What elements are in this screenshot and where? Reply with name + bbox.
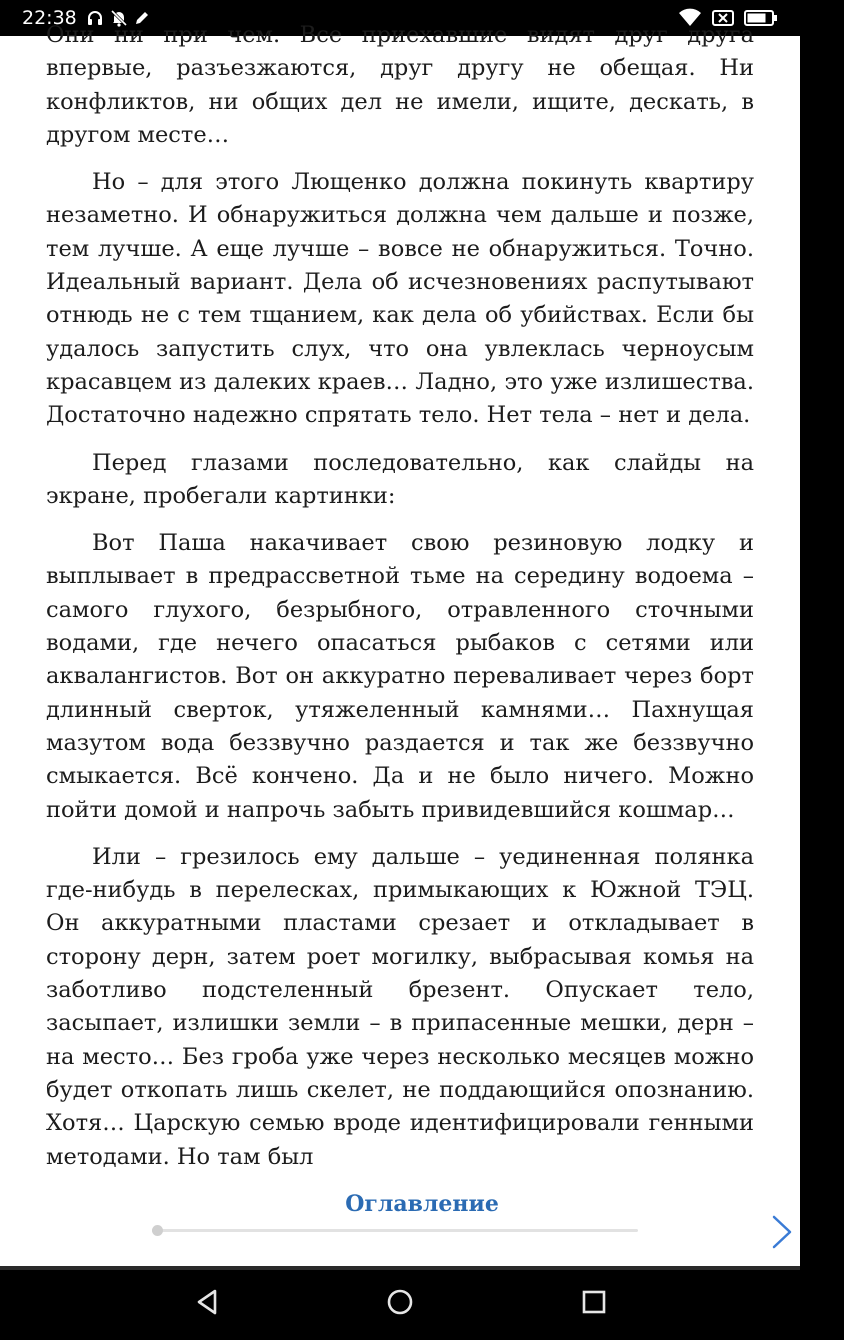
home-icon	[386, 1288, 414, 1320]
book-paragraph: Они ни при чем. Все приехавшие видят друг друга впервые, разъезжаются, друг другу не обещая. Ни конфликтов, ни общих дел не имели, ищите, дескать, в другом месте…	[46, 22, 754, 148]
back-icon	[194, 1288, 220, 1320]
table-of-contents-link[interactable]: Оглавление	[345, 1191, 499, 1217]
book-paragraph: Или – грезилось ему дальше – уединенная полянка где-нибудь в перелесках, примыкающих к Южной ТЭЦ. Он аккуратными пластами срезает и откладывает в сторону дерн, затем роет могилку, выбрасывая комья на заботливо подстеленный брезент. Опускает тело, засыпает, излишки земли – в припасенные мешки, дерн – на место… Без гроба уже через несколько месяцев можно будет откопать лишь скелет, не поддающийся опознанию. Хотя… Царскую семью вроде идентифицировали генными методами. Но там был	[46, 843, 754, 1170]
navigation-bar	[0, 1266, 800, 1340]
reading-progress-slider[interactable]	[152, 1229, 638, 1232]
chevron-right-icon	[766, 1237, 800, 1256]
reader-page[interactable]	[0, 22, 800, 1266]
book-text	[46, 22, 754, 1178]
back-button[interactable]	[183, 1282, 231, 1326]
book-paragraph: Но – для этого Лющенко должна покинуть квартиру незаметно. И обнаружиться должна чем дальше и позже, тем лучше. А еще лучше – вовсе не обнаружиться. Точно. Идеальный вариант. Дела об исчезновениях распутывают отнюдь не с тем тщанием, как дела об убийствах. Если бы удалось запустить слух, что она увлеклась черноусым красавцем из далеких краев… Ладно, это уже излишества. Достаточно надежно спрятать тело. Нет тела – нет и дела.	[46, 169, 754, 429]
book-paragraph: Перед глазами последовательно, как слайды на экране, пробегали картинки:	[46, 449, 754, 509]
book-text-flow	[46, 19, 754, 1188]
next-page-button[interactable]	[766, 1212, 800, 1252]
home-button[interactable]	[376, 1282, 424, 1326]
status-time: 22:38	[22, 7, 77, 29]
reading-progress-thumb[interactable]	[152, 1225, 163, 1236]
recents-button[interactable]	[570, 1282, 618, 1326]
recents-icon	[581, 1289, 607, 1319]
navigation-divider	[0, 1266, 800, 1270]
book-paragraph: Вот Паша накачивает свою резиновую лодку и выплывает в предрассветной тьме на середину водоема – самого глухого, безрыбного, отравленного сточными водами, где нечего опасаться рыбаков с сетями или аквалангистов. Вот он аккуратно переваливает через борт длинный сверток, утяжеленный камнями… Пахнущая мазутом вода беззвучно раздается и так же беззвучно смыкается. Всё кончено. Да и не было ничего. Можно пойти домой и напрочь забыть привидевшийся кошмар…	[46, 530, 754, 823]
